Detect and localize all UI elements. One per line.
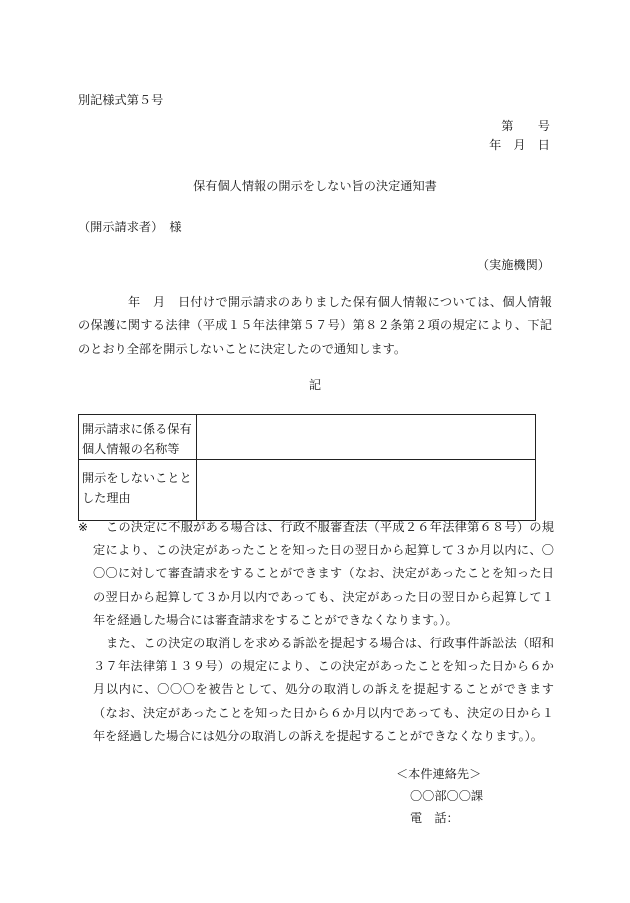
note-mark: ※ (78, 520, 89, 534)
contact-phone: 電 話： (410, 811, 459, 825)
ki-heading: 記 (308, 378, 322, 392)
table-row (79, 415, 536, 460)
note-item (78, 632, 554, 748)
decision-table (78, 414, 536, 521)
contact-dept: 〇〇部〇〇課 (410, 789, 484, 803)
note-item (78, 516, 554, 632)
form-label: 別記様式第５号 (78, 93, 164, 107)
table-label-cell: 開示をしないこととした理由 (79, 460, 197, 521)
document-number: 第 号 (501, 119, 550, 133)
contact-heading: ＜本件連絡先＞ (396, 767, 482, 781)
document-title: 保有個人情報の開示をしない旨の決定通知書 (193, 179, 437, 193)
recipient-line: （開示請求者） 様 (78, 220, 182, 234)
table-value-cell (197, 415, 536, 460)
table-label-cell: 開示請求に係る保有個人情報の名称等 (79, 415, 197, 460)
notes-section (78, 516, 554, 748)
note-paragraph-1: この決定に不服がある場合は、行政不服審査法（平成２６年法律第６８号）の規定により、この決定があったことを知った日の翌日から起算して３か月以内に、〇〇〇に対して審査請求をすることができます（なお、決定があったことを知った日の翌日から起算して３か月以内であっても、決定があった日の翌日から起算して１年を経過した場合には審査請求をすることができなくなります。）。 (93, 520, 554, 627)
contact-block (396, 763, 483, 829)
document-date: 年 月 日 (489, 138, 550, 152)
table-row (79, 460, 536, 521)
note-paragraph-2: また、この決定の取消しを求める訴訟を提起する場合は、行政事件訴訟法（昭和３７年法律第１３９号）の規定により、この決定があったことを知った日から６か月以内に、〇〇〇を被告として、処分の取消しの訴えを提起することができます（なお、決定があったことを知った日から６か月以内であっても、決定の日から１年を経過した場合には処分の取消しの訴えを提起することができなくなります。）。 (93, 636, 554, 743)
body-paragraph: 年 月 日付けで開示請求のありました保有個人情報については、個人情報の保護に関する法律（平成１５年法律第５７号）第８２条第２項の規定により、下記のとおり全部を開示しないことに決定したので通知します。 (78, 295, 552, 356)
table-value-cell (197, 460, 536, 521)
issuer-line: （実施機関） (476, 258, 550, 272)
